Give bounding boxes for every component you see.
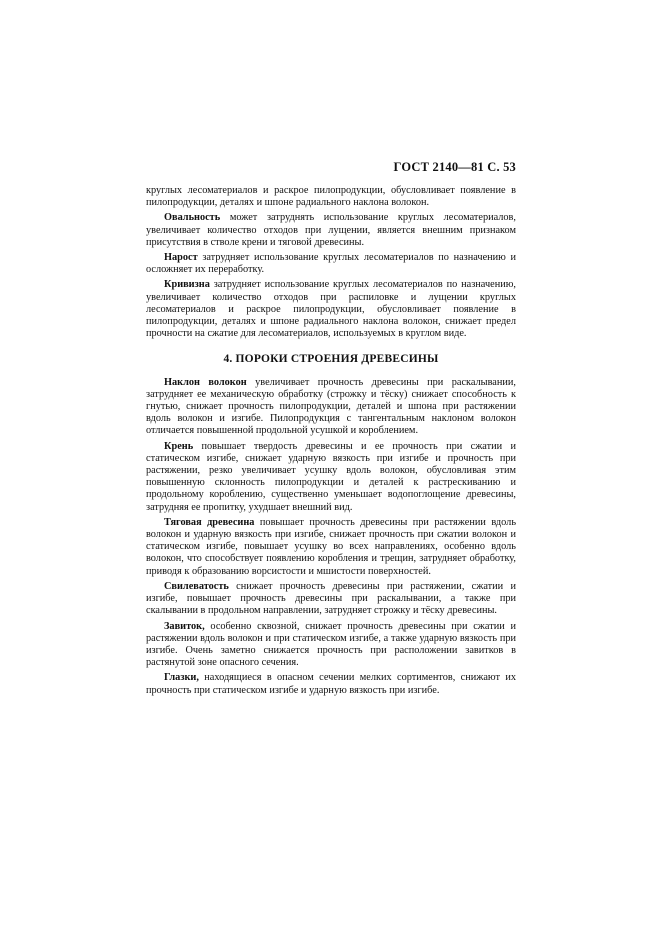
document-body	[146, 185, 516, 697]
page-header-doc-ref: ГОСТ 2140—81 С. 53	[393, 160, 516, 174]
paragraph-text: затрудняет использование круглых лесоматериалов по назначению, увеличивает количество отходов при распиловке и лущении круглых лесоматериалов и раскрое пилопродукции, обусловливает появление в пилопродукции, деталях и шпоне радиального наклона волокон, снижает предел прочности на сжатие для лесоматериалов, используемых в круглом виде.	[146, 279, 516, 340]
paragraph-naklon-volokon	[146, 377, 516, 438]
paragraph-ovalnost	[146, 212, 516, 249]
paragraph-text: увеличивает прочность древесины при раскалывании, затрудняет ее механическую обработку (строжку и тёску) снижает способность к гнутью, снижает прочность пилопродукции, деталей и шпона при растяжении вдоль волокон и изгибе. Пилопродукция с тангентальным наклоном волокон отличается повышенной продольной усушкой и короблением.	[146, 376, 516, 437]
paragraph-zavitok	[146, 621, 516, 670]
paragraph-text: снижает прочность древесины при растяжении, сжатии и изгибе, повышает прочность древесины при раскалывании, а также при скалывании в продольном направлении, затрудняет строжку и тёску древесины.	[146, 580, 516, 617]
paragraph-continuation	[146, 185, 516, 209]
paragraph-text: затрудняет использование круглых лесоматериалов по назначению и осложняет их переработку.	[146, 252, 516, 276]
paragraph-tyagovaya-drevesina	[146, 517, 516, 578]
paragraph-narost	[146, 252, 516, 276]
section-title: 4. ПОРОКИ СТРОЕНИЯ ДРЕВЕСИНЫ	[223, 353, 439, 366]
paragraph-text: круглых лесоматериалов и раскрое пилопродукции, обусловливает появление в пилопродукции, деталях и шпоне радиального наклона волокон.	[146, 185, 516, 209]
paragraph-glazki	[146, 672, 516, 696]
term-krivizna: Кривизна	[164, 279, 210, 291]
paragraph-svilevatost	[146, 581, 516, 618]
term-glazki: Глазки,	[164, 672, 199, 684]
term-kren: Крень	[164, 440, 194, 452]
term-narost: Нарост	[164, 252, 198, 264]
term-svilevatost: Свилеватость	[164, 580, 229, 592]
paragraph-text: повышает твердость древесины и ее прочность при сжатии и статическом изгибе, снижает ударную вязкость при изгибе и прочность при растяжении, резко увеличивает усушку вдоль волокон, обусловливая этим повышенную склонность пилопродукции и деталей к растрескиванию и продольному короблению, существенно уменьшает водопоглощение древесины, затрудняя ее пропитку, ухудшает внешний вид.	[146, 440, 516, 513]
term-tyagovaya-drevesina: Тяговая древесина	[164, 516, 255, 528]
paragraph-text: может затруднять использование круглых лесоматериалов, увеличивает количество отходов при лущении, является внешним признаком присутствия в стволе крени и тяговой древесины.	[146, 212, 516, 248]
paragraph-kren	[146, 441, 516, 514]
term-zavitok: Завиток,	[164, 620, 205, 632]
paragraph-text: особенно сквозной, снижает прочность древесины при сжатии и растяжении вдоль волокон и при статическом изгибе, а также ударную вязкость при изгибе. Очень заметно снижается прочность при расположении завитков в растянутой зоне опасного сечения.	[146, 620, 516, 669]
paragraph-krivizna	[146, 279, 516, 340]
term-ovalnost: Овальность	[164, 212, 221, 224]
term-naklon-volokon: Наклон волокон	[164, 376, 247, 388]
paragraph-text: повышает прочность древесины при растяжении вдоль волокон и ударную вязкость при изгибе, снижает прочность при сжатии волокон и статическом изгибе, повышает усушку во всех направлениях, особенно вдоль волокон, что способствует появлению коробления и трещин, затрудняет обработку, приводя к образованию ворсистости и мшистости поверхностей.	[146, 516, 517, 577]
paragraph-text: находящиеся в опасном сечении мелких сортиментов, снижают их прочность при статическом изгибе и ударную вязкость при изгибе.	[146, 672, 516, 696]
